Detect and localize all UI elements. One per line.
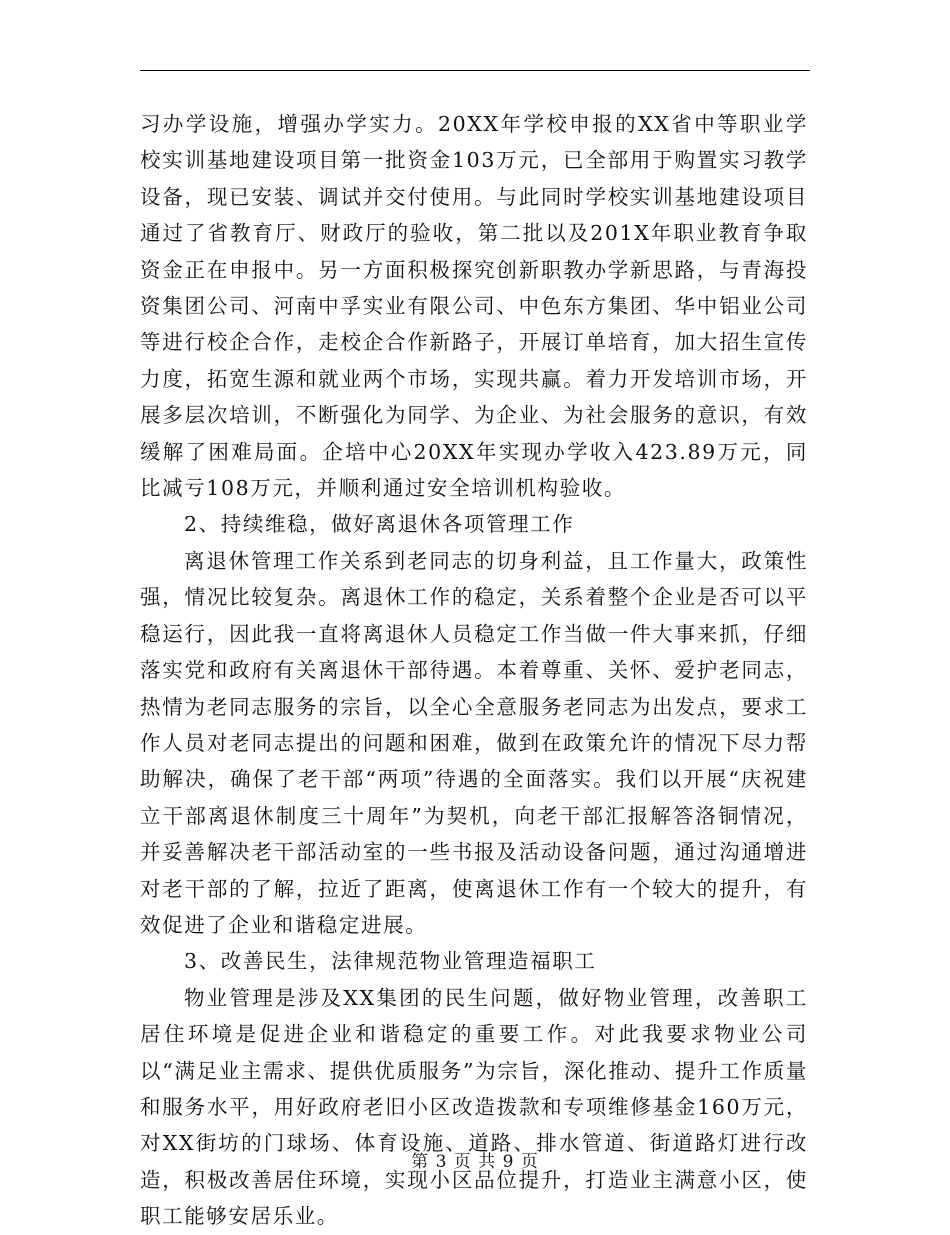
paragraph-continuation: 习办学设施，增强办学实力。20XX年学校申报的XX省中等职业学校实训基地建设项目第一批资金103万元，已全部用于购置实习教学设备，现已安装、调试并交付使用。与此同时学校实训基地建设项目通过了省教育厅、财政厅的验收，第二批以及201X年职业教育争取资金正在申报中。另一方面积极探究创新职教办学新思路，与青海投资集团公司、河南中孚实业有限公司、中色东方集团、华中铝业公司等进行校企合作，走校企合作新路子，开展订单培育，加大招生宣传力度，拓宽生源和就业两个市场，实现共赢。着力开发培训市场，开展多层次培训，不断强化为同学、为企业、为社会服务的意识，有效缓解了困难局面。企培中心20XX年实现办学收入423.89万元，同比减亏108万元，并顺利通过安全培训机构验收。: [140, 112, 808, 501]
paragraph-property-management: 物业管理是涉及XX集团的民生问题，做好物业管理，改善职工居住环境是促进企业和谐稳定的重要工作。对此我要求物业公司以“满足业主需求、提供优质服务”为宗旨，深化推动、提升工作质量和服务水平，用好政府老旧小区改造拨款和专项维修基金160万元，对XX街坊的门球场、体育设施、道路、排水管道、街道路灯进行改造，积极改善居住环境，实现小区品位提升，打造业主满意小区，使职工能够安居乐业。: [140, 985, 808, 1229]
section-heading-2: 2、持续维稳，做好离退休各项管理工作: [184, 512, 575, 537]
header-rule: [140, 70, 810, 71]
document-body: [140, 106, 808, 1235]
section-heading-3: 3、改善民生，法律规范物业管理造福职工: [184, 949, 597, 974]
page-number-footer: 第 3 页 共 9 页: [411, 1152, 539, 1172]
paragraph-retirement-management: 离退休管理工作关系到老同志的切身利益，且工作量大，政策性强，情况比较复杂。离退休工作的稳定，关系着整个企业是否可以平稳运行，因此我一直将离退休人员稳定工作当做一件大事来抓，仔细落实党和政府有关离退休干部待遇。本着尊重、关怀、爱护老同志，热情为老同志服务的宗旨，以全心全意服务老同志为出发点，要求工作人员对老同志提出的问题和困难，做到在政策允许的情况下尽力帮助解决，确保了老干部“两项”待遇的全面落实。我们以开展“庆祝建立干部离退休制度三十周年”为契机，向老干部汇报解答洛铜情况，并妥善解决老干部活动室的一些书报及活动设备问题，通过沟通增进对老干部的了解，拉近了距离，使离退休工作有一个较大的提升，有效促进了企业和谐稳定进展。: [140, 548, 808, 937]
